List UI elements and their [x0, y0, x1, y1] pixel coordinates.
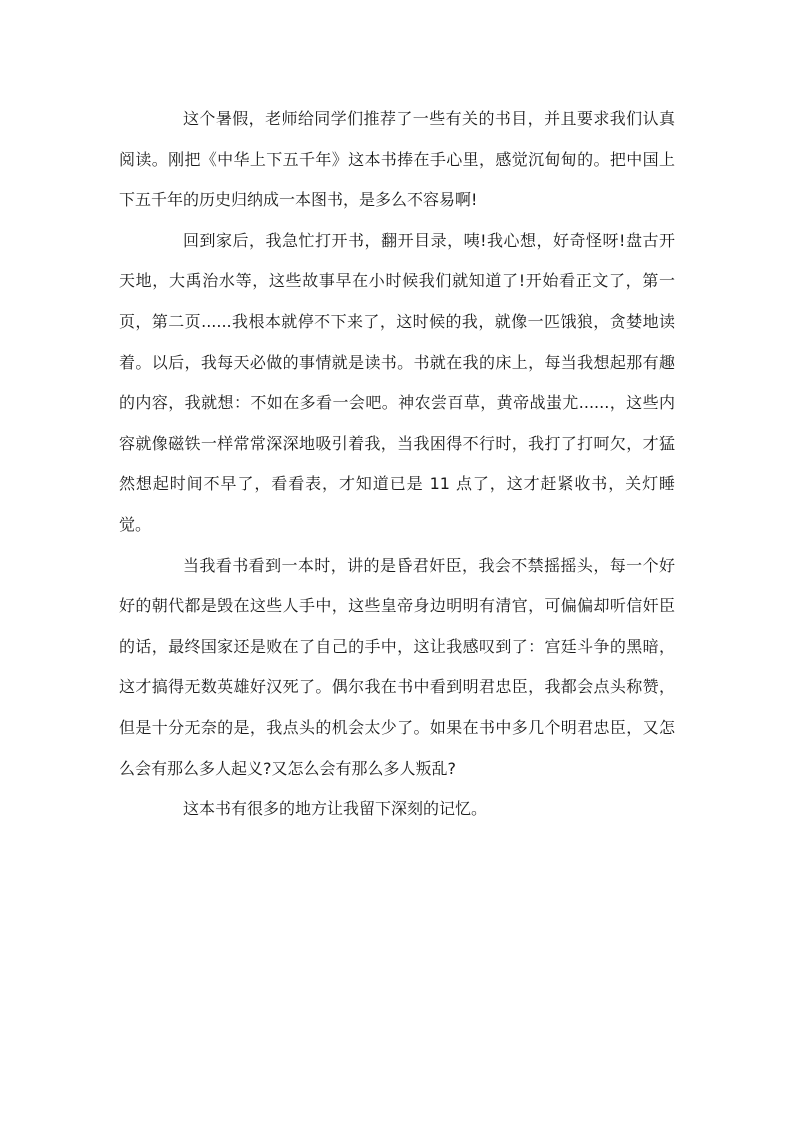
paragraph-1: 这个暑假，老师给同学们推荐了一些有关的书目，并且要求我们认真阅读。刚把《中华上下五千年》这本书捧在手心里，感觉沉甸甸的。把中国上下五千年的历史归纳成一本图书，是多么不容易啊!	[119, 109, 675, 210]
paragraph-2: 回到家后，我急忙打开书，翻开目录，咦!我心想，好奇怪呀!盘古开天地，大禹治水等，这些故事早在小时候我们就知道了!开始看正文了，第一页，第二页......我根本就停不下来了，这时候的我，就像一匹饿狼，贪婪地读着。以后，我每天必做的事情就是读书。书就在我的床上，每当我想起那有趣的内容，我就想：不如在多看一会吧。神农尝百草，黄帝战蚩尤......，这些内容就像磁铁一样常常深深地吸引着我，当我困得不行时，我打了打呵欠，才猛然想起时间不早了，看看表，才知道已是 11 点了，这才赶紧收书，关灯睡觉。	[119, 230, 675, 534]
paragraph-3: 当我看书看到一本时，讲的是昏君奸臣，我会不禁摇摇头，每一个好好的朝代都是毁在这些人手中，这些皇帝身边明明有清官，可偏偏却听信奸臣的话，最终国家还是败在了自己的手中，这让我感叹到了：宫廷斗争的黑暗，这才搞得无数英雄好汉死了。偶尔我在书中看到明君忠臣，我都会点头称赞，但是十分无奈的是，我点头的机会太少了。如果在书中多几个明君忠臣，又怎么会有那么多人起义?又怎么会有那么多人叛乱?	[119, 555, 675, 778]
paragraph-4: 这本书有很多的地方让我留下深刻的记忆。	[183, 799, 488, 819]
document-body	[119, 99, 675, 830]
